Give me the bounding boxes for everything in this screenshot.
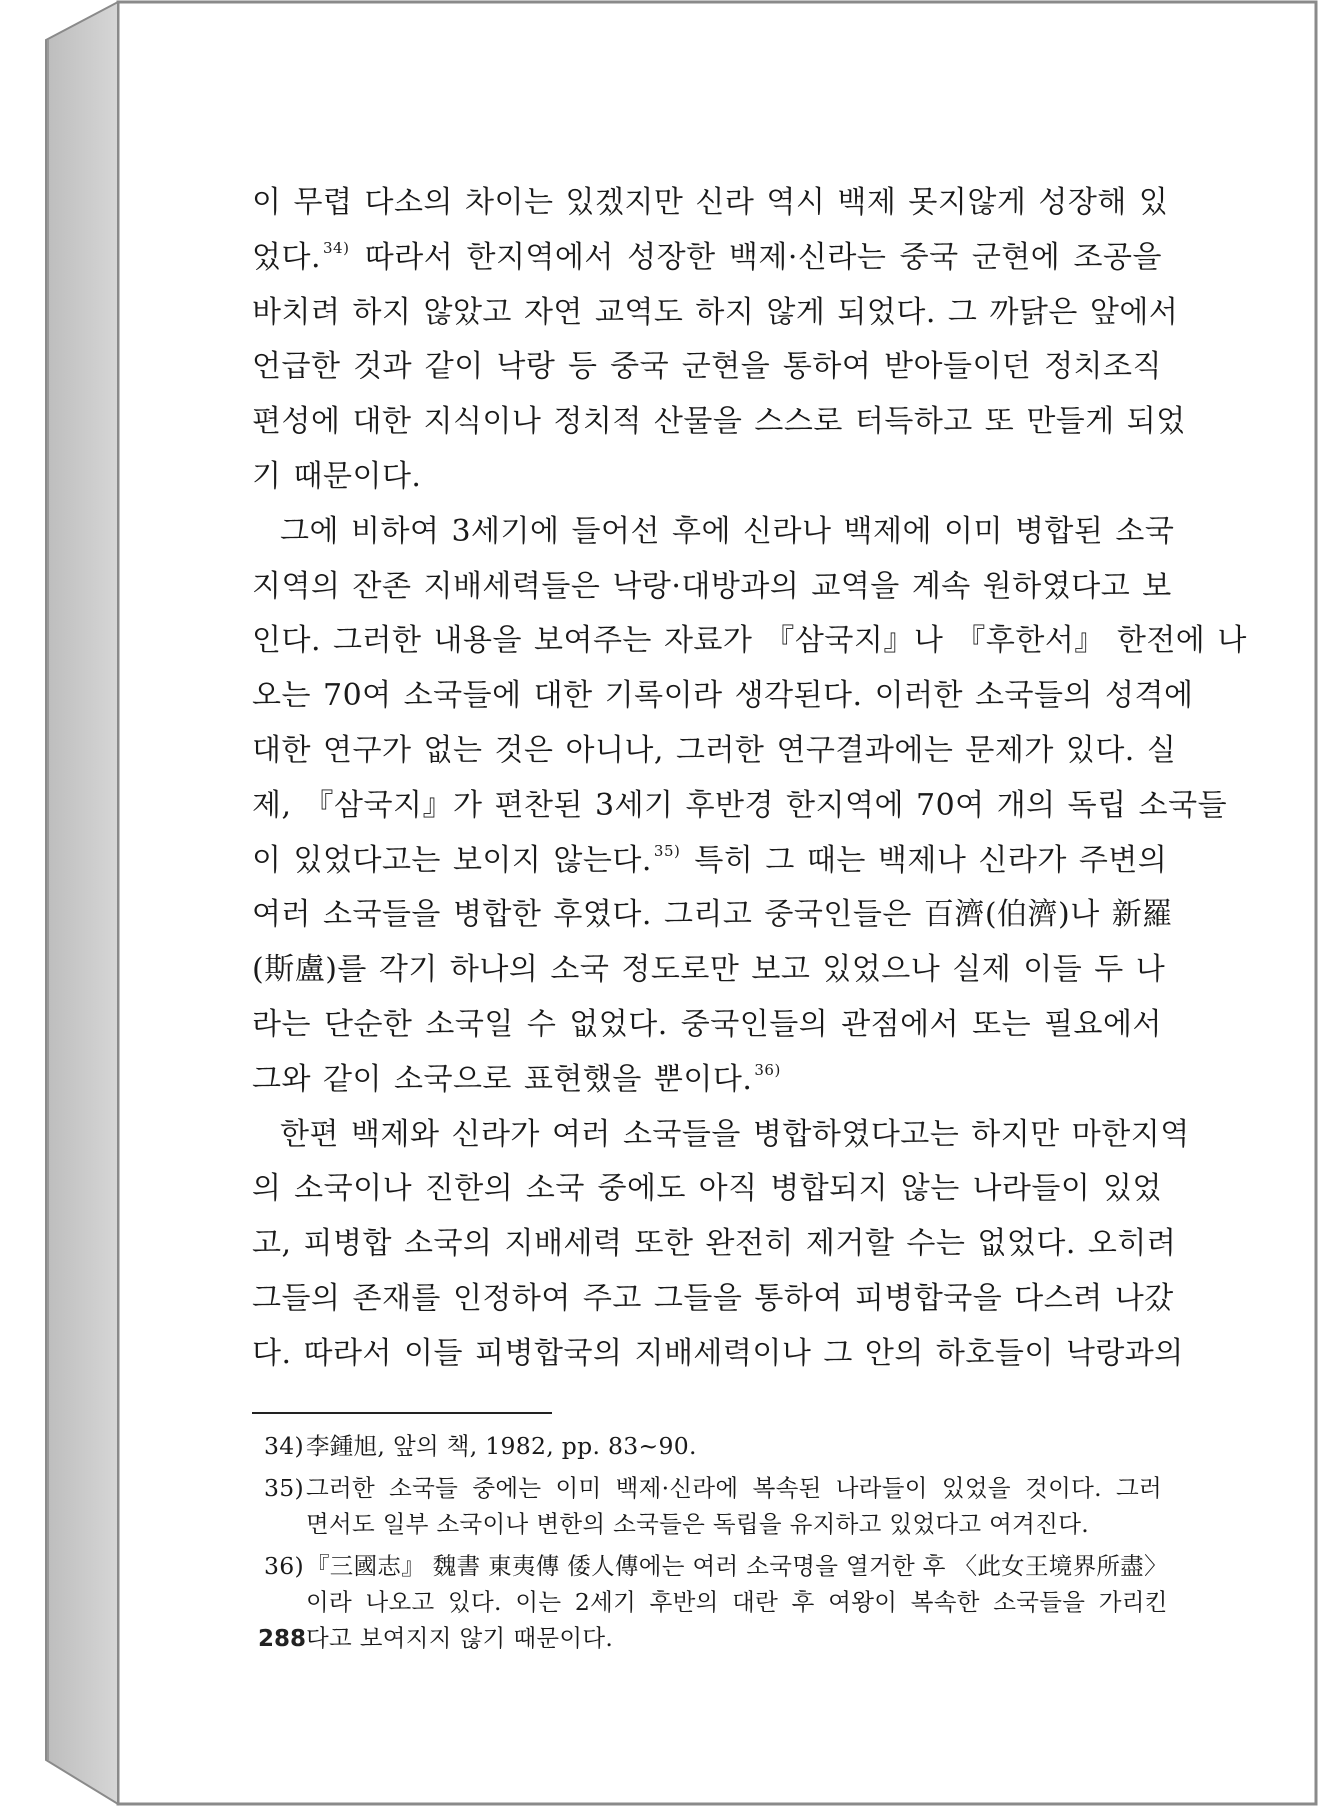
footnote-line: 이라 나오고 있다. 이는 2세기 후반의 대란 후 여왕이 복속한 소국들을 가리킨 xyxy=(306,1587,1168,1616)
footnote-line: 면서도 일부 소국이나 변한의 소국들은 독립을 유지하고 있었다고 여겨진다. xyxy=(306,1509,1089,1538)
footnote-line: 다고 보여지지 않기 때문이다. xyxy=(306,1623,614,1652)
text-line: 한편 백제와 신라가 여러 소국들을 병합하였다고는 하지만 마한지역 xyxy=(280,1116,1190,1152)
paragraph-1 xyxy=(252,176,1186,505)
footnotes xyxy=(252,1428,1168,1656)
text-span: 따라서 한지역에서 성장한 백제·신라는 중국 군현에 조공을 xyxy=(364,239,1162,275)
text-line: 다. 따라서 이들 피병합국의 지배세력이나 그 안의 하호들이 낙랑과의 xyxy=(252,1335,1184,1371)
text-line: 라는 단순한 소국일 수 없었다. 중국인들의 관점에서 또는 필요에서 xyxy=(252,1006,1162,1042)
text-line: 이 무렵 다소의 차이는 있겠지만 신라 역시 백제 못지않게 성장해 있 xyxy=(252,185,1169,220)
text-line: 바치려 하지 않았고 자연 교역도 하지 않게 되었다. 그 까닭은 앞에서 xyxy=(252,294,1179,330)
text-line: 제, 『삼국지』가 편찬된 3세기 후반경 한지역에 70여 개의 독립 소국들 xyxy=(252,787,1228,823)
text-line: 그들의 존재를 인정하여 주고 그들을 통하여 피병합국을 다스려 나갔 xyxy=(252,1280,1174,1316)
footnote-text xyxy=(306,1428,1162,1464)
main-text xyxy=(252,176,1247,1382)
footnote-36 xyxy=(252,1548,1168,1656)
footnote-line: 그러한 소국들 중에는 이미 백제·신라에 복속된 나라들이 있었을 것이다. 그러 xyxy=(306,1473,1162,1502)
text-line: 오는 70여 소국들에 대한 기록이라 생각된다. 이러한 소국들의 성격에 xyxy=(252,678,1194,714)
paragraph-2 xyxy=(252,505,1247,1108)
text-span: 특히 그 때는 백제나 신라가 주변의 xyxy=(694,842,1168,878)
text-line: 언급한 것과 같이 낙랑 등 중국 군현을 통하여 받아들이던 정치조직 xyxy=(252,349,1162,385)
footnote-line: 『三國志』 魏書 東夷傳 倭人傳에는 여러 소국명을 열거한 후 〈此女王境界所盡〉 xyxy=(306,1551,1168,1580)
footnote-34 xyxy=(252,1428,1162,1464)
footnote-divider xyxy=(252,1412,552,1414)
text-line: 여러 소국들을 병합한 후였다. 그리고 중국인들은 百濟(伯濟)나 新羅 xyxy=(252,897,1173,933)
footnote-line: 李鍾旭, 앞의 책, 1982, pp. 83~90. xyxy=(306,1431,697,1460)
text-span: 이 있었다고는 보이지 않는다. xyxy=(252,842,652,878)
paragraph-3 xyxy=(252,1108,1190,1382)
footnote-text xyxy=(306,1470,1162,1542)
text-line: 의 소국이나 진한의 소국 중에도 아직 병합되지 않는 나라들이 있었 xyxy=(252,1171,1162,1207)
footnote-35 xyxy=(252,1470,1162,1542)
page-body xyxy=(252,176,1247,1662)
footnote-number: 34) xyxy=(264,1431,304,1460)
text-span: 그와 같이 소국으로 표현했을 뿐이다. xyxy=(252,1061,753,1097)
footnote-ref-36: 36) xyxy=(754,1060,781,1079)
text-line xyxy=(252,1053,1162,1108)
page-number: 288 xyxy=(258,1626,307,1652)
text-line: 편성에 대한 지식이나 정치적 산물을 스스로 터득하고 또 만들게 되었 xyxy=(252,404,1186,440)
footnote-number: 35) xyxy=(264,1473,304,1502)
text-line: 그에 비하여 3세기에 들어선 후에 신라나 백제에 이미 병합된 소국 xyxy=(280,513,1175,549)
text-line xyxy=(252,231,1162,286)
footnote-number: 36) xyxy=(264,1551,304,1580)
text-line xyxy=(252,834,1168,889)
footnote-ref-35: 35) xyxy=(653,841,681,860)
footnote-ref-34: 34) xyxy=(323,238,350,257)
text-line: 인다. 그러한 내용을 보여주는 자료가 『삼국지』나 『후한서』 한전에 나 xyxy=(252,623,1247,659)
text-line: 기 때문이다. xyxy=(252,458,422,494)
text-line: 지역의 잔존 지배세력들은 낙랑·대방과의 교역을 계속 원하였다고 보 xyxy=(252,568,1172,604)
footnote-text xyxy=(306,1548,1168,1656)
text-line: 대한 연구가 없는 것은 아니나, 그러한 연구결과에는 문제가 있다. 실 xyxy=(252,732,1177,768)
text-line: 고, 피병합 소국의 지배세력 또한 완전히 제거할 수는 없었다. 오히려 xyxy=(252,1226,1177,1262)
text-line: (斯盧)를 각기 하나의 소국 정도로만 보고 있었으나 실제 이들 두 나 xyxy=(252,952,1166,988)
text-span: 었다. xyxy=(252,239,321,275)
